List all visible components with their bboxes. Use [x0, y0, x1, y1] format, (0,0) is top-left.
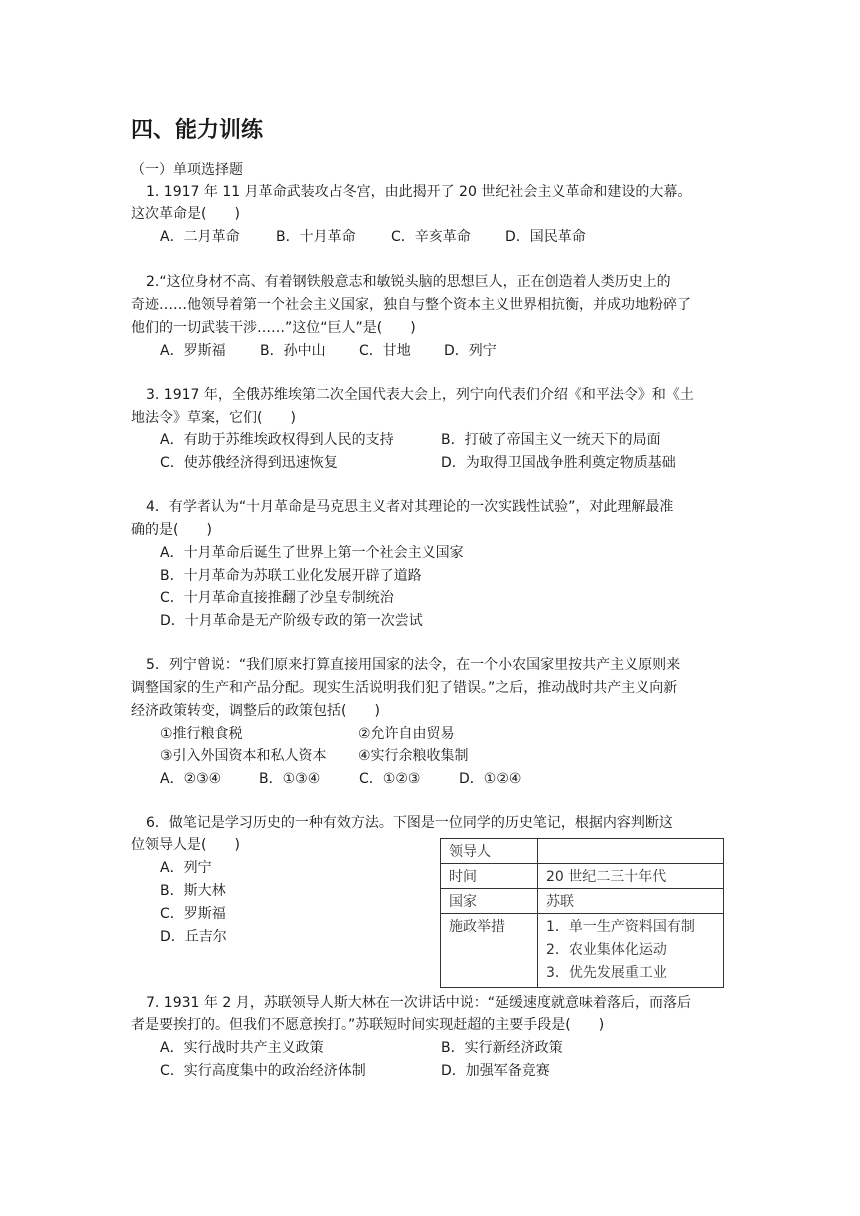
option-b: B．十月革命为苏联工业化发展开辟了道路 [160, 568, 422, 584]
option-b: B．实行新经济政策 [441, 1040, 563, 1056]
measure-item: 1．单一生产资料国有制 [546, 919, 695, 935]
country-value-cell: 苏联 [538, 889, 724, 914]
option-a: A．十月革命后诞生了世界上第一个社会主义国家 [160, 545, 464, 561]
option-a: A．有助于苏维埃政权得到人民的支持 [160, 432, 394, 448]
time-value-cell: 20 世纪二三十年代 [538, 864, 724, 889]
question-5-stem-line-2: 调整国家的生产和产品分配。现实生活说明我们犯了错误。”之后，推动战时共产主义向新 [131, 680, 678, 696]
question-type-label: （一）单项选择题 [131, 162, 243, 178]
time-label-cell: 时间 [441, 864, 538, 889]
option-d: D．丘吉尔 [160, 929, 227, 945]
option-d: D．加强军备竞赛 [441, 1063, 550, 1079]
question-4-stem-line-2: 确的是( ) [131, 522, 212, 538]
option-c: C．罗斯福 [160, 906, 226, 922]
option-b: B．十月革命 [276, 229, 356, 245]
leader-label-cell: 领导人 [441, 839, 538, 864]
option-a: A．实行战时共产主义政策 [160, 1040, 324, 1056]
question-3-stem-line-1: 3. 1917 年，全俄苏维埃第二次全国代表大会上，列宁向代表们介绍《和平法令》和《土 [146, 387, 694, 403]
option-c: C．①②③ [359, 771, 421, 787]
option-b: B．孙中山 [260, 343, 326, 359]
section-heading: 四、能力训练 [131, 118, 264, 143]
option-d: D．十月革命是无产阶级专政的第一次尝试 [160, 613, 423, 629]
option-a: A．列宁 [160, 860, 212, 876]
measures-value-cell [538, 914, 724, 988]
option-c: C．甘地 [359, 343, 411, 359]
statement-3: ③引入外国资本和私人资本 [160, 748, 327, 764]
question-4-stem-line-1: 4．有学者认为“十月革命是马克思主义者对其理论的一次实践性试验”，对此理解最准 [146, 499, 674, 515]
option-d: D．①②④ [459, 771, 522, 787]
option-a: A．二月革命 [160, 229, 240, 245]
statement-1: ①推行粮食税 [160, 726, 243, 742]
question-2-stem-line-3: 他们的一切武装干涉……”这位“巨人”是( ) [131, 320, 416, 336]
question-3-stem-line-2: 地法令》草案，它们( ) [131, 410, 296, 426]
measures-label-cell: 施政举措 [441, 914, 538, 988]
question-6-stem-line-1: 6．做笔记是学习历史的一种有效方法。下图是一位同学的历史笔记，根据内容判断这 [146, 815, 673, 831]
option-d: D．为取得卫国战争胜利奠定物质基础 [441, 455, 676, 471]
option-b: B．斯大林 [160, 883, 226, 899]
option-d: D．国民革命 [505, 229, 586, 245]
statement-4: ④实行余粮收集制 [358, 748, 469, 764]
question-7-stem-line-2: 者是要挨打的。但我们不愿意挨打。”苏联短时间实现赶超的主要手段是( ) [131, 1017, 605, 1033]
statement-2: ②允许自由贸易 [358, 726, 455, 742]
option-b: B．①③④ [259, 771, 321, 787]
question-6-stem-line-2: 位领导人是( ) [131, 837, 240, 853]
question-5-stem-line-3: 经济政策转变，调整后的政策包括( ) [131, 703, 380, 719]
option-c: C．实行高度集中的政治经济体制 [160, 1063, 366, 1079]
option-a: A．②③④ [160, 771, 222, 787]
question-2-stem-line-1: 2.“这位身材不高、有着钢铁般意志和敏锐头脑的思想巨人，正在创造着人类历史上的 [146, 274, 671, 290]
option-c: C．辛亥革命 [391, 229, 471, 245]
question-1-stem-line-2: 这次革命是( ) [131, 206, 240, 222]
option-a: A．罗斯福 [160, 343, 226, 359]
history-notes-table [440, 838, 724, 988]
option-c: C．十月革命直接推翻了沙皇专制统治 [160, 590, 394, 606]
measure-item: 2．农业集体化运动 [546, 942, 667, 958]
option-c: C．使苏俄经济得到迅速恢复 [160, 455, 338, 471]
option-d: D．列宁 [444, 343, 497, 359]
question-2-stem-line-2: 奇迹……他领导着第一个社会主义国家，独自与整个资本主义世界相抗衡，并成功地粉碎了 [131, 297, 691, 313]
leader-value-cell [538, 839, 724, 864]
question-7-stem-line-1: 7. 1931 年 2 月，苏联领导人斯大林在一次讲话中说：“延缓速度就意味着落后，而落后 [146, 995, 691, 1011]
question-1-stem-line-1: 1. 1917 年 11 月革命武装攻占冬宫，由此揭开了 20 世纪社会主义革命和建设的大幕。 [146, 184, 692, 200]
option-b: B．打破了帝国主义一统天下的局面 [441, 432, 661, 448]
measure-item: 3．优先发展重工业 [546, 965, 667, 981]
question-5-stem-line-1: 5．列宁曾说：“我们原来打算直接用国家的法令，在一个小农国家里按共产主义原则来 [146, 657, 681, 673]
country-label-cell: 国家 [441, 889, 538, 914]
